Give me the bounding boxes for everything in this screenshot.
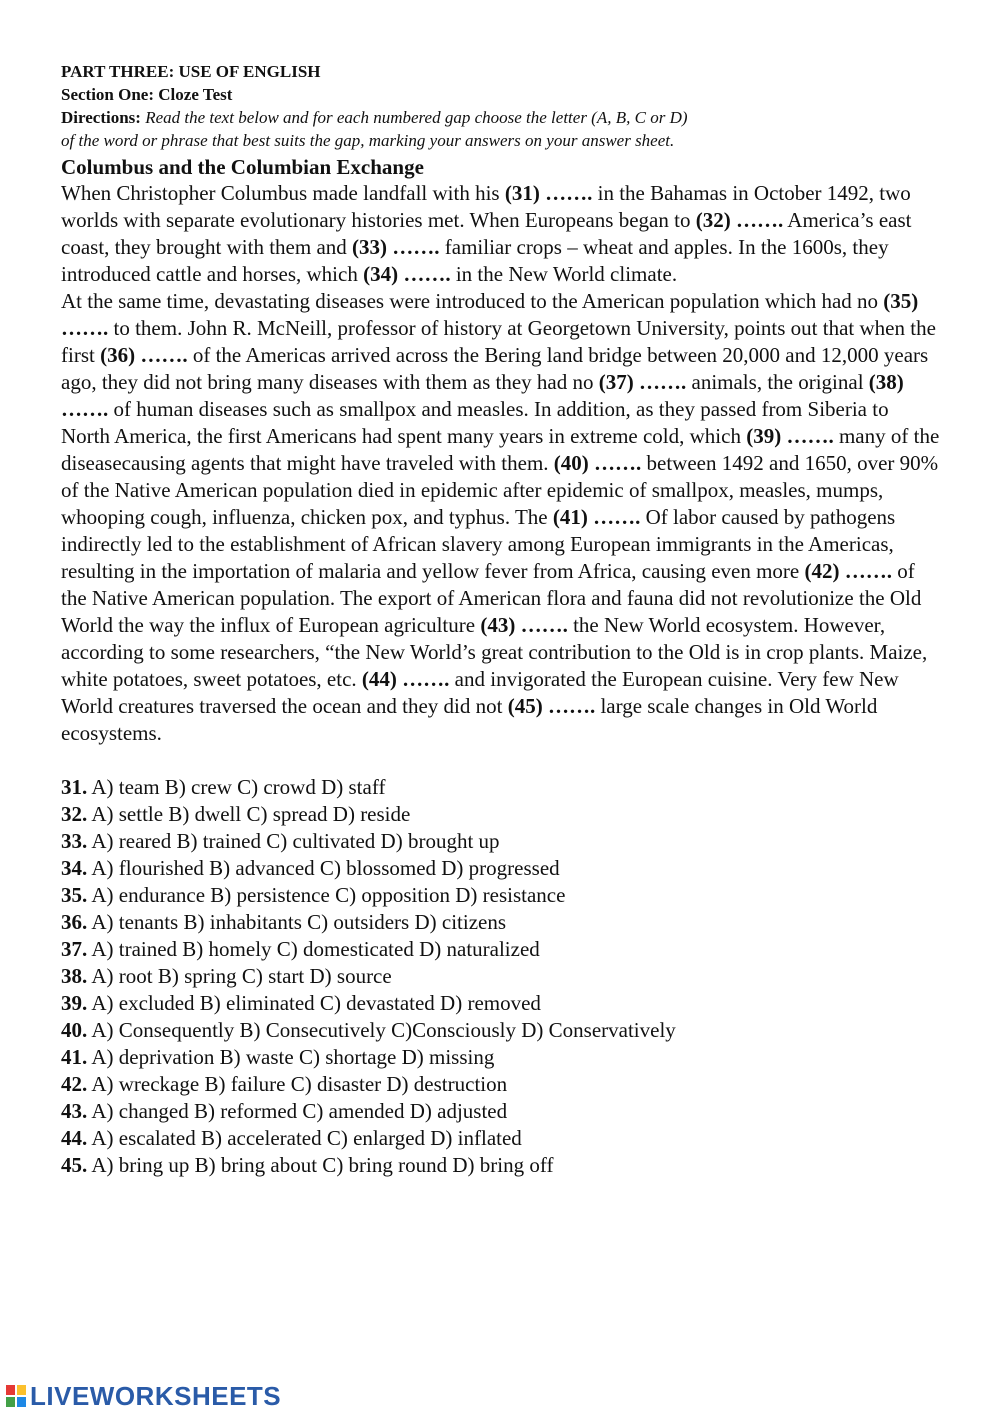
answer-option-row bbox=[61, 774, 941, 801]
answer-option-row bbox=[61, 963, 941, 990]
question-number: 37. bbox=[61, 937, 88, 961]
question-number: 35. bbox=[61, 883, 88, 907]
passage-text: of the Native American population. The export of American flora and fauna did not revolutionize the Old World the way the influx of European agriculture bbox=[61, 559, 922, 637]
question-number: 32. bbox=[61, 802, 88, 826]
answer-option-row bbox=[61, 1017, 941, 1044]
gap-marker: (39) ……. bbox=[746, 424, 834, 448]
answer-option-row bbox=[61, 990, 941, 1017]
answer-choices: A) trained B) homely C) domesticated D) naturalized bbox=[87, 937, 540, 961]
answer-option-row bbox=[61, 909, 941, 936]
answer-option-row bbox=[61, 828, 941, 855]
answer-choices: A) root B) spring C) start D) source bbox=[87, 964, 392, 988]
question-number: 34. bbox=[61, 856, 88, 880]
answer-choices: A) team B) crew C) crowd D) staff bbox=[87, 775, 386, 799]
passage-paragraph-2 bbox=[61, 288, 941, 747]
question-number: 40. bbox=[61, 1018, 88, 1042]
gap-marker: (37) ……. bbox=[598, 370, 687, 394]
directions-label: Directions: bbox=[61, 108, 141, 127]
passage-text: many of the diseasecausing agents that might have traveled with them. bbox=[61, 424, 940, 475]
gap-marker: (36) ……. bbox=[100, 343, 188, 367]
answer-option-row bbox=[61, 801, 941, 828]
answer-option-row bbox=[61, 882, 941, 909]
section-heading: Section One: Cloze Test bbox=[61, 85, 233, 104]
passage-text: When Christopher Columbus made landfall with his bbox=[61, 181, 505, 205]
passage bbox=[61, 180, 941, 747]
directions-line-2: of the word or phrase that best suits the gap, marking your answers on your answer sheet. bbox=[61, 131, 675, 150]
passage-text: familiar crops – wheat and apples. In the 1600s, they introduced cattle and horses, which bbox=[61, 235, 889, 286]
passage-text: of the Americas arrived across the Bering land bridge between 20,000 and 12,000 years ago, they did not bring many diseases with them as they had no bbox=[61, 343, 929, 394]
directions bbox=[61, 106, 941, 152]
question-number: 45. bbox=[61, 1153, 88, 1177]
passage-text: the New World ecosystem. However, according to some researchers, “the New World’s great contribution to the Old is in crop plants. Maize, white potatoes, sweet potatoes, etc. bbox=[61, 613, 928, 691]
logo-text-live: LIVE bbox=[30, 1380, 90, 1411]
passage-text: of human diseases such as smallpox and measles. In addition, as they passed from Siberia to North America, the first Americans had spent many years in extreme cold, which bbox=[61, 397, 889, 448]
answer-choices: A) deprivation B) waste C) shortage D) missing bbox=[87, 1045, 495, 1069]
question-number: 42. bbox=[61, 1072, 88, 1096]
gap-marker: (32) ……. bbox=[695, 208, 784, 232]
passage-text: Of labor caused by pathogens indirectly led to the establishment of African slavery among European immigrants in the Americas, resulting in the importation of malaria and yellow fever from Africa, causing even more bbox=[61, 505, 896, 583]
passage-text: in the Bahamas in October 1492, two worlds with separate evolutionary histories met. When Europeans began to bbox=[61, 181, 911, 232]
answer-choices: A) reared B) trained C) cultivated D) brought up bbox=[87, 829, 500, 853]
gap-marker: (40) ……. bbox=[553, 451, 642, 475]
answer-choices: A) Consequently B) Consecutively C)Consciously D) Conservatively bbox=[87, 1018, 676, 1042]
passage-text: and invigorated the European cuisine. Very few New World creatures traversed the ocean and they did not bbox=[61, 667, 899, 718]
answer-choices: A) escalated B) accelerated C) enlarged D) inflated bbox=[87, 1126, 522, 1150]
passage-title: Columbus and the Columbian Exchange bbox=[61, 155, 424, 179]
passage-text: At the same time, devastating diseases were introduced to the American population which had no bbox=[61, 289, 884, 313]
answer-option-row bbox=[61, 1071, 941, 1098]
question-number: 38. bbox=[61, 964, 88, 988]
question-number: 31. bbox=[61, 775, 88, 799]
answer-choices: A) wreckage B) failure C) disaster D) destruction bbox=[87, 1072, 508, 1096]
question-number: 36. bbox=[61, 910, 88, 934]
answer-option-row bbox=[61, 936, 941, 963]
answer-option-row bbox=[61, 1098, 941, 1125]
question-number: 33. bbox=[61, 829, 88, 853]
answer-choices: A) settle B) dwell C) spread D) reside bbox=[87, 802, 411, 826]
gap-marker: (31) ……. bbox=[504, 181, 593, 205]
gap-marker: (44) ……. bbox=[361, 667, 450, 691]
answer-choices: A) flourished B) advanced C) blossomed D) progressed bbox=[87, 856, 560, 880]
liveworksheets-logo-icon bbox=[6, 1385, 26, 1407]
question-number: 44. bbox=[61, 1126, 88, 1150]
answer-choices: A) bring up B) bring about C) bring round D) bring off bbox=[87, 1153, 554, 1177]
worksheet-page bbox=[61, 60, 941, 1179]
answer-options-list bbox=[61, 774, 941, 1179]
passage-text: large scale changes in Old World ecosystems. bbox=[61, 694, 878, 745]
part-heading: PART THREE: USE OF ENGLISH bbox=[61, 62, 321, 81]
passage-text: in the New World climate. bbox=[450, 262, 678, 286]
question-number: 43. bbox=[61, 1099, 88, 1123]
gap-marker: (42) ……. bbox=[804, 559, 893, 583]
passage-text: between 1492 and 1650, over 90% of the Native American population died in epidemic after epidemic of smallpox, measles, mumps, whooping cough, influenza, chicken pox, and typhus. The bbox=[61, 451, 939, 529]
gap-marker: (41) ……. bbox=[552, 505, 641, 529]
answer-option-row bbox=[61, 1044, 941, 1071]
answer-choices: A) tenants B) inhabitants C) outsiders D) citizens bbox=[87, 910, 507, 934]
answer-option-row bbox=[61, 1152, 941, 1179]
gap-marker: (43) ……. bbox=[480, 613, 568, 637]
gap-marker: (45) ……. bbox=[507, 694, 596, 718]
passage-text: to them. John R. McNeill, professor of history at Georgetown University, points out that when the first bbox=[61, 316, 936, 367]
logo-text-worksheets: WORKSHEETS bbox=[89, 1380, 282, 1411]
answer-choices: A) excluded B) eliminated C) devastated D) removed bbox=[87, 991, 541, 1015]
passage-text: animals, the original bbox=[686, 370, 869, 394]
passage-text: America’s east coast, they brought with them and bbox=[61, 208, 912, 259]
gap-marker: (34) ……. bbox=[363, 262, 451, 286]
answer-choices: A) endurance B) persistence C) opposition D) resistance bbox=[87, 883, 566, 907]
passage-paragraph-1 bbox=[61, 180, 941, 288]
directions-line-1: Read the text below and for each numbered gap choose the letter (A, B, C or D) bbox=[145, 108, 688, 127]
answer-choices: A) changed B) reformed C) amended D) adjusted bbox=[87, 1099, 508, 1123]
answer-option-row bbox=[61, 855, 941, 882]
liveworksheets-logo bbox=[6, 1380, 282, 1411]
gap-marker: (38) ……. bbox=[61, 370, 904, 421]
gap-marker: (33) ……. bbox=[352, 235, 440, 259]
answer-option-row bbox=[61, 1125, 941, 1152]
question-number: 41. bbox=[61, 1045, 88, 1069]
question-number: 39. bbox=[61, 991, 88, 1015]
liveworksheets-logo-text bbox=[30, 1381, 281, 1412]
gap-marker: (35) ……. bbox=[61, 289, 919, 340]
